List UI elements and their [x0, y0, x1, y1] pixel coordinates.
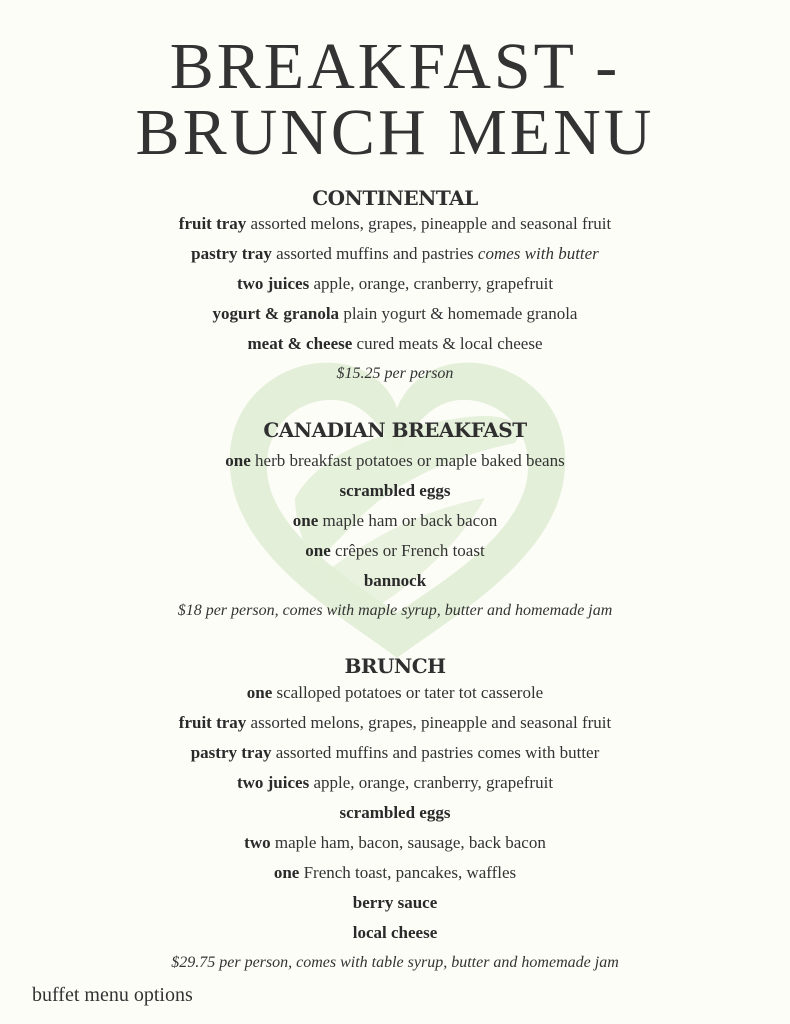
menu-item: [0, 450, 790, 472]
item-description: plain yogurt & homemade granola: [339, 304, 578, 323]
menu-item: [0, 333, 790, 355]
section-price: $29.75 per person, comes with table syrup, butter and homemade jam: [171, 954, 619, 971]
section-title-continental: CONTINENTAL: [312, 186, 478, 210]
item-name: pastry tray: [190, 743, 272, 762]
menu-item: [0, 213, 790, 235]
menu-title-line2: BRUNCH MENU: [135, 96, 655, 169]
menu-item: [0, 712, 790, 734]
item-note: comes with butter: [477, 244, 599, 263]
item-name: scrambled eggs: [339, 481, 451, 500]
item-description: assorted muffins and pastries: [271, 244, 478, 263]
section-title-brunch: BRUNCH: [344, 654, 446, 678]
menu-item: [0, 480, 790, 502]
item-description: apple, orange, cranberry, grapefruit: [309, 773, 554, 792]
item-name: one: [305, 541, 331, 560]
section-price: $15.25 per person: [336, 365, 454, 382]
menu-item: [0, 510, 790, 532]
menu-item: [0, 243, 790, 265]
menu-item: [0, 303, 790, 325]
item-name: one: [273, 863, 300, 882]
item-name: fruit tray: [178, 214, 247, 233]
item-description: crêpes or French toast: [330, 541, 485, 560]
item-name: scrambled eggs: [339, 803, 451, 822]
item-name: berry sauce: [352, 893, 438, 912]
menu-item: [0, 273, 790, 295]
item-name: local cheese: [352, 923, 438, 942]
item-description: French toast, pancakes, waffles: [299, 863, 517, 882]
section-price: $18 per person, comes with maple syrup, butter and homemade jam: [177, 602, 613, 619]
item-name: bannock: [363, 571, 427, 590]
item-name: two: [244, 833, 271, 852]
menu-item: [0, 832, 790, 854]
item-name: yogurt & granola: [212, 304, 340, 323]
menu-item: [0, 922, 790, 944]
menu-item: [0, 802, 790, 824]
menu-item: [0, 682, 790, 704]
item-name: one: [246, 683, 273, 702]
item-description: assorted melons, grapes, pineapple and seasonal fruit: [246, 214, 612, 233]
section-title-canadian-breakfast: CANADIAN BREAKFAST: [263, 418, 527, 442]
menu-item: [0, 772, 790, 794]
menu-item: [0, 862, 790, 884]
item-description: herb breakfast potatoes or maple baked beans: [250, 451, 565, 470]
item-description: apple, orange, cranberry, grapefruit: [309, 274, 554, 293]
item-description: assorted muffins and pastries comes with butter: [271, 743, 600, 762]
item-name: two juices: [236, 274, 310, 293]
menu-item: [0, 540, 790, 562]
item-description: maple ham or back bacon: [318, 511, 498, 530]
item-description: assorted melons, grapes, pineapple and seasonal fruit: [246, 713, 612, 732]
menu-item: [0, 892, 790, 914]
item-name: two juices: [236, 773, 310, 792]
item-description: scalloped potatoes or tater tot casserole: [272, 683, 544, 702]
menu-title-line1: BREAKFAST -: [169, 30, 621, 103]
menu-item: [0, 570, 790, 592]
item-description: cured meats & local cheese: [352, 334, 543, 353]
item-name: one: [292, 511, 319, 530]
item-name: fruit tray: [178, 713, 247, 732]
item-name: one: [225, 451, 251, 470]
menu-item: [0, 742, 790, 764]
item-description: maple ham, bacon, sausage, back bacon: [270, 833, 546, 852]
item-name: meat & cheese: [247, 334, 353, 353]
footer-caption: buffet menu options: [32, 984, 193, 1006]
item-name: pastry tray: [191, 244, 272, 263]
